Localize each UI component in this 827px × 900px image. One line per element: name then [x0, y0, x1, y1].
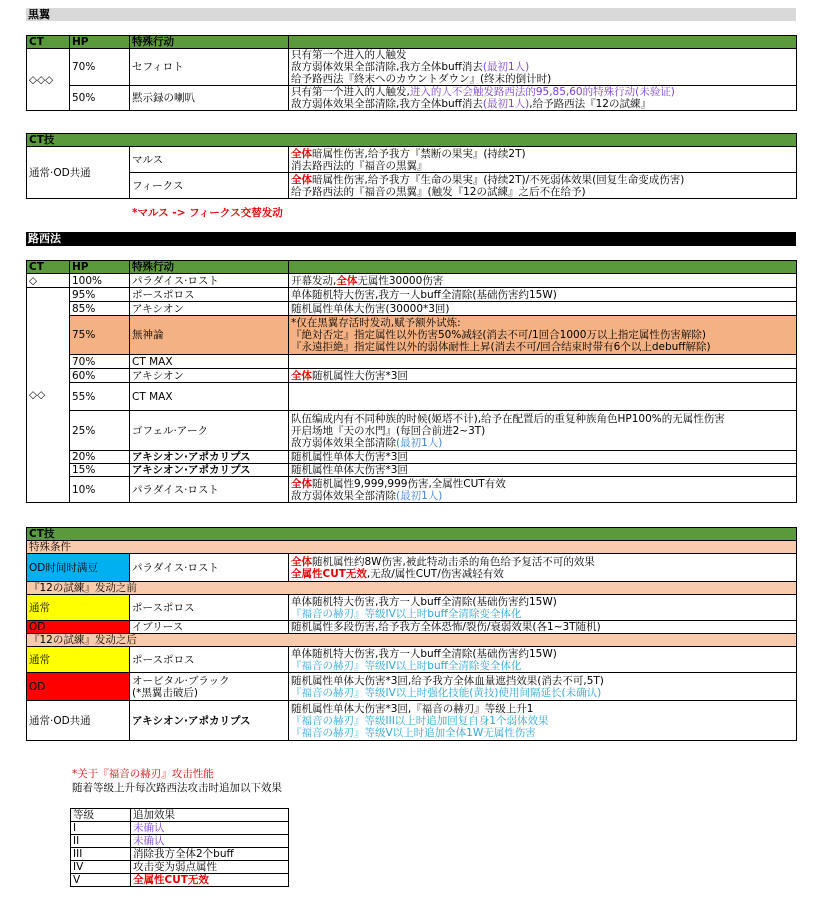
text-cell: ゴフェル·アーク	[130, 411, 289, 451]
section-title-lucifer: 路西法	[26, 232, 796, 246]
text-cell: 『福音の赫刃』等级III以上时追加回复自身1个弱体效果	[291, 714, 549, 727]
text-cell: 单体随机特大伤害,我方一人buff全清除(基础伤害约15W)	[289, 288, 797, 302]
text-cell: 随机属性约8W伤害,被此特动击杀的角色给予复活不可的效果	[312, 555, 595, 568]
text-cell: 暗属性伤害,给予我方『生命の果実』(持续2T)/不死弱体效果(回复生命变成伤害)	[312, 173, 685, 186]
effect-cell	[289, 86, 797, 111]
mode-normal: 通常	[27, 647, 130, 673]
text-cell: 敌方弱体效果全部清除	[291, 436, 396, 449]
text-cell: 无属性30000伤害	[357, 274, 444, 287]
text-cell: 只有第一个进入的人触发,	[291, 86, 410, 98]
col-action: 特殊行动	[130, 36, 289, 49]
text-cell: 60%	[70, 369, 130, 383]
col-level: 等级	[71, 809, 131, 822]
text-cell: 进入的人不会触发路西法的95,85,60的特殊行动(未验证)	[409, 86, 675, 98]
lucifer-ct-table	[26, 527, 797, 741]
group-label: 通常·OD共通	[27, 147, 130, 199]
text-cell: V	[71, 874, 131, 887]
col-ct: CT	[27, 36, 70, 49]
text-cell: 开幕发动,	[291, 274, 337, 287]
text-cell: 25%	[70, 411, 130, 451]
text-cell: 随机属性单体大伤害(30000*3回)	[289, 302, 797, 316]
text-cell: パラダイス·ロスト	[130, 554, 289, 582]
text-cell: 消除我方全体2个buff	[131, 848, 289, 861]
note-desc: 随着等级上升每次路西法攻击时追加以下效果	[72, 782, 282, 794]
text-cell: 特殊行动	[130, 261, 289, 274]
text-cell: 『福音の赫刃』等级IV以上时buff全清除变全体化	[291, 607, 522, 620]
od-full-label: OD时间时满豆	[27, 554, 130, 582]
text-cell: 随机属性单体大伤害*3回,『福音の赫刃』等级上升1	[291, 702, 534, 715]
text-cell: ポースポロス	[130, 647, 289, 673]
text-cell: イブリース	[130, 621, 289, 634]
table-row	[27, 86, 797, 111]
text-cell: ,给予路西法『12の試練』	[529, 98, 651, 110]
text-cell: 10%	[70, 477, 130, 503]
text-cell: 100%	[70, 274, 130, 288]
text-cell: 全属性CUT无效	[291, 567, 367, 580]
table-header	[27, 36, 797, 49]
text-cell: アキシオン·アポカリプス	[130, 701, 289, 741]
hp-cell: 50%	[70, 86, 130, 111]
skill-name: マルス	[130, 147, 289, 173]
text-cell: 『福音の赫刃』等级V以上时追加全体1W无属性伤害	[291, 726, 536, 739]
text-cell: 随机属性单体大伤害*3回	[289, 464, 797, 477]
ct-diamonds: ◇	[27, 274, 70, 288]
text-cell: 消去路西法的『福音の黒翼』	[291, 159, 428, 172]
text-cell: CT技	[27, 528, 797, 541]
text-cell: (最初1人)	[482, 61, 530, 73]
text-cell: 攻击变为弱点属性	[131, 861, 289, 874]
text-cell: 敌方弱体效果全部清除,我方全体buff消去	[291, 98, 483, 110]
text-cell: 85%	[70, 302, 130, 316]
text-cell: 随机属性9,999,999伤害,全属性CUT有效	[312, 477, 506, 490]
effect-cell	[289, 147, 797, 173]
kokuyoku-table	[26, 35, 797, 111]
text-cell: 15%	[70, 464, 130, 477]
section-title-kokuyoku: 黒翼	[26, 8, 796, 21]
text-cell: III	[71, 848, 131, 861]
text-cell: 『福音の赫刃』等级IV以上时强化技能(黄技)使用间隔延长(未确认)	[291, 686, 602, 699]
mode-common: 通常·OD共通	[27, 701, 130, 741]
text-cell: アキシオン	[130, 302, 289, 316]
text-cell: 全体	[291, 477, 312, 490]
text-cell: 单体随机特大伤害,我方一人buff全清除(基础伤害约15W)	[291, 595, 557, 608]
ct-diamonds: ◇◇	[27, 288, 70, 503]
level-table	[70, 808, 289, 887]
text-cell: ,无敌/属性CUT/伤害减轻有效	[366, 567, 504, 580]
text-cell: (最初1人)	[396, 489, 443, 502]
kokuyoku-ct-table	[26, 133, 797, 199]
text-cell: 随机属性单体大伤害*3回	[289, 451, 797, 464]
hp-cell: 70%	[70, 49, 130, 86]
skill-name: フィークス	[130, 173, 289, 199]
text-cell: 70%	[70, 355, 130, 369]
text-cell: 75%	[70, 316, 130, 355]
text-cell: II	[71, 835, 131, 848]
ct-skill-header: CT技	[27, 134, 797, 147]
text-cell: パラダイス·ロスト	[130, 477, 289, 503]
text-cell: 全属性CUT无效	[131, 874, 289, 887]
skill-name: セフィロト	[130, 49, 289, 86]
effect-cell	[289, 173, 797, 199]
text-cell: 『永遠拒絶』指定属性以外的弱体耐性上昇(消去不可/回合结束时带有6个以上debuff解除)	[291, 341, 711, 353]
text-cell: ポースポロス	[130, 595, 289, 621]
text-cell: ポースポロス	[130, 288, 289, 302]
text-cell: 敌方弱体效果全部清除,我方全体buff消去	[291, 61, 483, 73]
text-cell: CT MAX	[130, 355, 289, 369]
note-title: *关于『福音の赫刃』攻击性能	[72, 768, 214, 780]
text-cell: 無神論	[130, 316, 289, 355]
text-cell: 20%	[70, 451, 130, 464]
effect-cell	[289, 49, 797, 86]
text-cell: パラダイス·ロスト	[130, 274, 289, 288]
col-effect: 追加效果	[131, 809, 289, 822]
text-cell: アキシオン·アポカリプス	[130, 451, 289, 464]
text-cell: 全体	[291, 555, 312, 568]
text-cell: 全体	[291, 369, 312, 382]
text-cell: 全体	[291, 147, 312, 160]
special-condition: 特殊条件	[27, 541, 797, 554]
text-cell: CT MAX	[130, 383, 289, 411]
text-cell: IV	[71, 861, 131, 874]
text-cell: 随机属性大伤害*3回	[312, 369, 408, 382]
text-cell: (最初1人)	[396, 436, 443, 449]
text-cell: 『絶対否定』指定属性以外伤害50%减轻(消去不可/1回合1000万以上指定属性伤害解除)	[291, 329, 706, 341]
text-cell: 全体	[336, 274, 358, 287]
before-trial: 『12の試練』发动之前	[27, 582, 797, 595]
text-cell: 未确认	[131, 835, 289, 848]
lucifer-table	[26, 260, 797, 503]
text-cell: 单体随机特大伤害,我方一人buff全清除(基础伤害约15W)	[291, 647, 557, 660]
after-trial: 『12の試練』发动之后	[27, 634, 797, 647]
text-cell: 未确认	[131, 822, 289, 835]
text-cell: 给予路西法的『福音の黒翼』(触发『12の試練』之后不在给予)	[291, 185, 586, 198]
text-cell: 随机属性多段伤害,给予我方全体恐怖/裂伤/衰弱效果(各1~3T随机)	[289, 621, 797, 634]
text-cell: HP	[70, 261, 130, 274]
text-cell: 队伍编成内有不同种族的时候(姬塔不计),给予在配置后的重复种族角色HP100%的无属性伤害	[291, 412, 725, 425]
text-cell: アキシオン	[130, 369, 289, 383]
text-cell: 敌方弱体效果全部清除	[291, 489, 396, 502]
text-cell: アキシオン·アポカリプス	[130, 464, 289, 477]
mode-od: OD	[27, 621, 130, 634]
text-cell: 只有第一个进入的人触发	[291, 49, 407, 61]
col-hp: HP	[70, 36, 130, 49]
mode-od: OD	[27, 673, 130, 701]
text-cell: 开启场地『天の水門』(每回合前进2~3T)	[291, 424, 486, 437]
text-cell: 全体	[291, 173, 312, 186]
mode-normal: 通常	[27, 595, 130, 621]
text-cell: (*黑翼击破后)	[132, 686, 198, 699]
text-cell: 给予路西法『終末へのカウントダウン』(终末的倒计时)	[291, 73, 552, 85]
text-cell: *仅在黑翼存活时发动,赋予额外试炼:	[291, 317, 461, 329]
alternation-note: *マルス -> フィークス交替发动	[132, 207, 283, 219]
text-cell: 『福音の赫刃』等级IV以上时buff全清除变全体化	[291, 659, 522, 672]
text-cell: (最初1人)	[482, 98, 530, 110]
text-cell: CT	[27, 261, 70, 274]
text-cell: I	[71, 822, 131, 835]
text-cell: オービタル·ブラック	[132, 674, 230, 687]
text-cell: 95%	[70, 288, 130, 302]
skill-name: 黙示録の喇叭	[130, 86, 289, 111]
text-cell: 随机属性单体大伤害*3回,给予我方全体血量遮挡效果(消去不可,5T)	[291, 674, 604, 687]
text-cell: 55%	[70, 383, 130, 411]
table-row	[27, 49, 797, 86]
text-cell: 暗属性伤害,给予我方『禁断の果実』(持续2T)	[312, 147, 526, 160]
ct-diamonds: ◇◇◇	[27, 49, 70, 111]
